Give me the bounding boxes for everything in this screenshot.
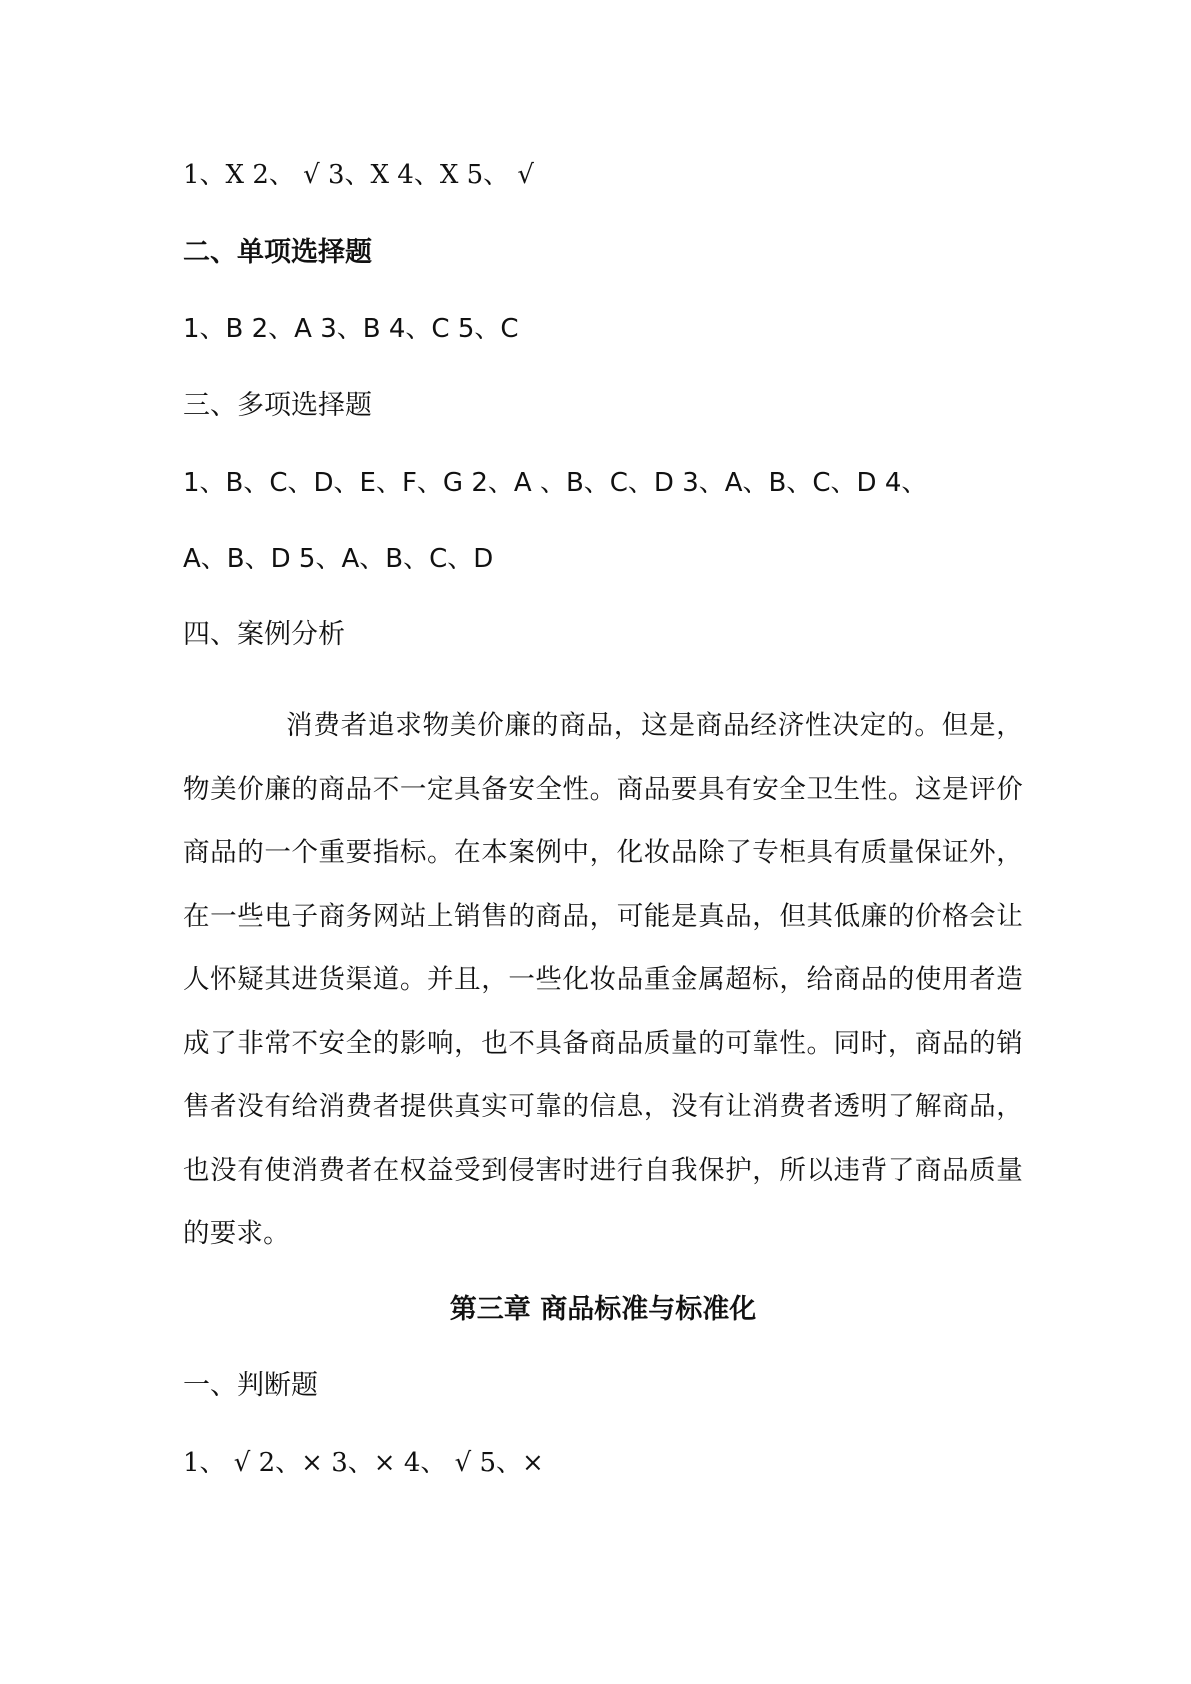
true-false-answers: 1、X 2、 √ 3、X 4、X 5、 √: [183, 160, 534, 190]
section-multi-choice-title: 三、多项选择题: [183, 390, 372, 421]
chapter-title: 第三章 商品标准与标准化: [449, 1294, 757, 1325]
multi-choice-answers-line2: A、B、D 5、A、B、C、D: [183, 544, 494, 574]
single-choice-answers: 1、B 2、A 3、B 4、C 5、C: [183, 314, 519, 344]
section-single-choice-title: 二、单项选择题: [183, 237, 372, 268]
multi-choice-answers-line1: 1、B、C、D、E、F、G 2、A 、B、C、D 3、A、B、C、D 4、: [183, 468, 928, 498]
section-case-analysis-title: 四、案例分析: [183, 619, 345, 650]
chapter3-true-false-answers: 1、 √ 2、× 3、× 4、 √ 5、×: [183, 1448, 544, 1478]
section-true-false-title: 一、判断题: [183, 1370, 318, 1401]
case-analysis-paragraph: 消费者追求物美价廉的商品，这是商品经济性决定的。但是，物美价廉的商品不一定具备安全性。商品要具有安全卫生性。这是评价商品的一个重要指标。在本案例中，化妆品除了专柜具有质量保证外，在一些电子商务网站上销售的商品，可能是真品，但其低廉的价格会让人怀疑其进货渠道。并且，一些化妆品重金属超标，给商品的使用者造成了非常不安全的影响，也不具备商品质量的可靠性。同时，商品的销售者没有给消费者提供真实可靠的信息，没有让消费者透明了解商品，也没有使消费者在权益受到侵害时进行自我保护，所以违背了商品质量的要求。: [183, 710, 1023, 1249]
